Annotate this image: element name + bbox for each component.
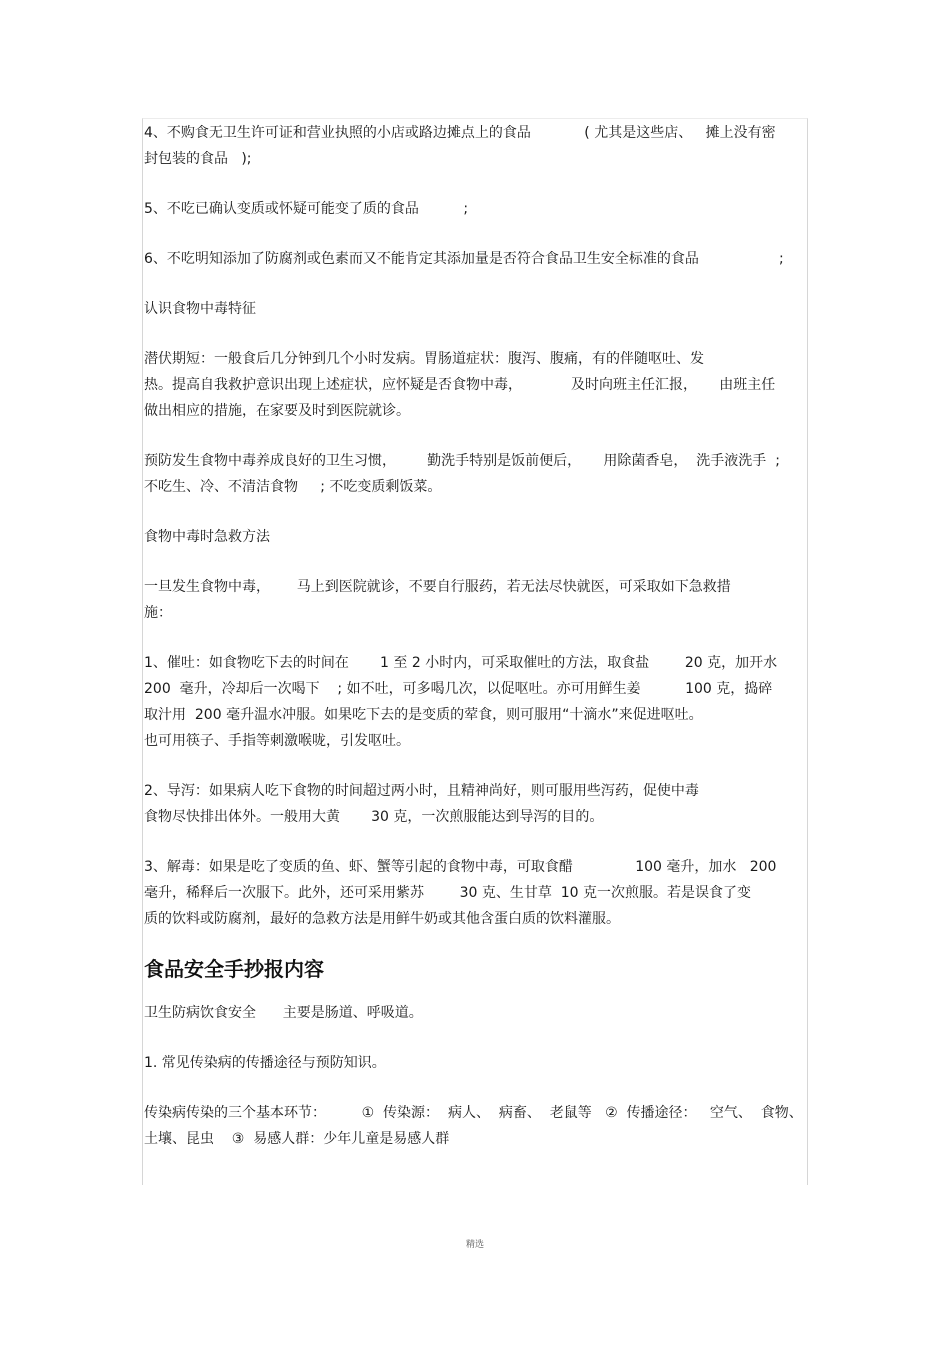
text-line: 施： [144,605,172,621]
paragraph [144,778,804,830]
text-line: 1、催吐：如食物吃下去的时间在 1 至 2 小时内，可采取催吐的方法，取食盐 20 克，加开水 [144,655,778,671]
text-line: 传染病传染的三个基本环节： ① 传染源： 病人、 病畜、 老鼠等 ② 传播途径： 空气、 食物、 [144,1105,803,1121]
text-line: 5、不吃已确认变质或怀疑可能变了质的食品 ; [144,201,469,217]
text-line: 认识食物中毒特征 [144,301,256,317]
document-body [144,120,804,1152]
text-line: 质的饮料或防腐剂，最好的急救方法是用鲜牛奶或其他含蛋白质的饮料灌服。 [144,911,620,927]
text-line: 6、不吃明知添加了防腐剂或色素而又不能肯定其添加量是否符合食品卫生安全标准的食品 ; [144,251,784,267]
paragraph-gap [144,626,804,650]
text-line: 1. 常见传染病的传播途径与预防知识。 [144,1055,386,1071]
text-line: 潜伏期短：一般食后几分钟到几个小时发病。胃肠道症状：腹泻、腹痛，有的伴随呕吐、发 [144,351,704,367]
paragraph [144,854,804,932]
paragraph [144,346,804,424]
text-line: 不吃生、冷、不清洁食物 ; 不吃变质剩饭菜。 [144,479,442,495]
text-line: 做出相应的措施，在家要及时到医院就诊。 [144,403,410,419]
paragraph-gap [144,424,804,448]
paragraph-gap [144,272,804,296]
text-line: 毫升，稀释后一次服下。此外，还可采用紫苏 30 克、生甘草 10 克一次煎服。若是误食了变 [144,885,752,901]
paragraph [144,574,804,626]
text-line: 200 毫升，冷却后一次喝下 ; 如不吐，可多喝几次，以促呕吐。亦可用鲜生姜 100 克，捣碎 [144,681,773,697]
paragraph-gap [144,172,804,196]
text-line: 一旦发生食物中毒， 马上到医院就诊，不要自行服药，若无法尽快就医，可采取如下急救措 [144,579,731,595]
text-line: 土壤、昆虫 ③ 易感人群：少年儿童是易感人群 [144,1131,450,1147]
paragraph [144,196,804,222]
text-line: 取汁用 200 毫升温水冲服。如果吃下去的是变质的荤食，则可服用“十滴水”来促进呕吐。 [144,707,703,723]
paragraph-gap [144,830,804,854]
text-line: 预防发生食物中毒养成良好的卫生习惯， 勤洗手特别是饭前便后， 用除菌香皂， 洗手液洗手 ; [144,453,780,469]
section-heading: 食品安全手抄报内容 [144,957,324,981]
paragraph [144,650,804,754]
text-line: 2、导泻：如果病人吃下食物的时间超过两小时，且精神尚好，则可服用些泻药，促使中毒 [144,783,699,799]
paragraph-gap [144,500,804,524]
text-line: 3、解毒：如果是吃了变质的鱼、虾、蟹等引起的食物中毒，可取食醋 100 毫升，加水 200 [144,859,777,875]
paragraph [144,246,804,272]
section-food-safety-rules [144,120,804,932]
text-line: 热。提高自我救护意识出现上述症状，应怀疑是否食物中毒， 及时向班主任汇报， 由班主任 [144,377,776,393]
paragraph-gap [144,222,804,246]
section-disease-prevention [144,1000,804,1152]
paragraph-gap [144,550,804,574]
paragraph [144,120,804,172]
paragraph [144,1000,804,1026]
paragraph [144,1100,804,1152]
paragraph-gap [144,322,804,346]
paragraph-gap [144,1076,804,1100]
paragraph [144,524,804,550]
text-line: 4、不购食无卫生许可证和营业执照的小店或路边摊点上的食品 ( 尤其是这些店、 摊上没有密 [144,125,776,141]
text-line: 封包装的食品 ); [144,151,252,167]
text-line: 食物尽快排出体外。一般用大黄 30 克，一次煎服能达到导泻的目的。 [144,809,604,825]
paragraph [144,296,804,322]
paragraph [144,448,804,500]
text-line: 卫生防病饮食安全 主要是肠道、呼吸道。 [144,1005,423,1021]
page-footer: 精选 [465,1240,484,1250]
text-line: 食物中毒时急救方法 [144,529,270,545]
paragraph-gap [144,754,804,778]
paragraph [144,1050,804,1076]
text-line: 也可用筷子、手指等刺激喉咙，引发呕吐。 [144,733,410,749]
paragraph-gap [144,1026,804,1050]
